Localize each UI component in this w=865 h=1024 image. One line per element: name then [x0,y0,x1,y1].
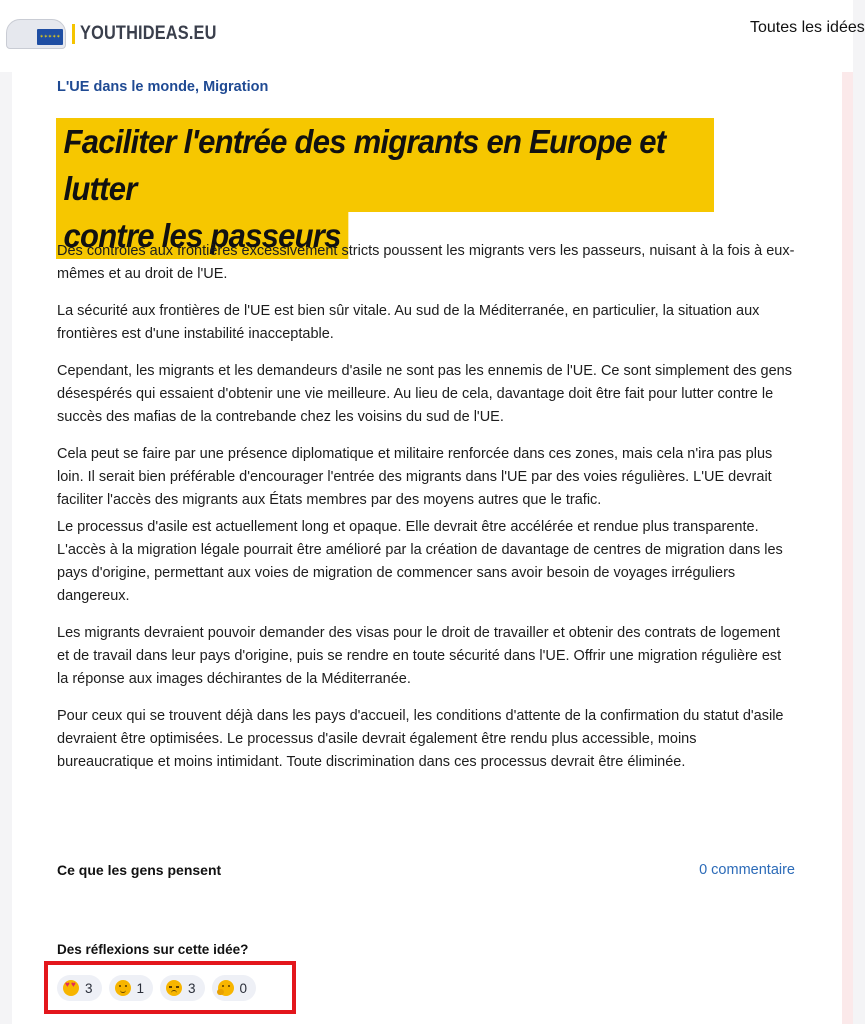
comments-count-link[interactable]: 0 commentaire [699,862,795,878]
article-title [56,118,756,259]
article-paragraph: Des contrôles aux frontières excessivement stricts poussent les migrants vers les passeurs, nuisant à la fois à eux-mêmes et au droit de l'UE. [57,243,795,282]
article-body [57,240,795,788]
disappointed-face-emoji-icon [166,980,182,996]
reaction-count: 3 [188,980,196,996]
heart-eyes-emoji-icon [63,980,79,996]
reaction-sad-button[interactable] [160,975,205,1001]
european-parliament-logo-icon [6,19,66,49]
article-paragraph: Cela peut se faire par une présence diplomatique et militaire renforcée dans ces zones, mais cela n'ira pas plus loin. Il serait bien préférable d'encourager l'entrée des migrants dans l'UE par des voies régulières. L'UE devrait faciliter l'accès des migrants aux États membres par des moyens autres que le trafic. [57,446,773,508]
reaction-count: 3 [85,980,93,996]
opinion-section [57,862,795,886]
article-paragraph: Le processus d'asile est actuellement long et opaque. Elle devrait être accélérée et rendue plus transparente. L'accès à la migration légale pourrait être amélioré par la création de davantage de centres de migration dans les pays d'origine, permettant aux voies de migration de commencer sans avoir besoin de voyages irréguliers dangereux. [57,519,783,604]
logo-divider [72,24,75,44]
reaction-count: 0 [239,980,248,996]
top-navigation-bar [0,0,865,72]
reactions-row [57,975,256,1001]
logo-text: YOUTHIDEAS.EU [80,23,217,44]
page-edge [842,72,853,1024]
article-paragraph: Les migrants devraient pouvoir demander des visas pour le droit de travailler et obtenir des contrats de logement et de travail dans leur pays d'origine, puis se rendre en toute sécurité dans l'UE. Offrir une migration régulière est la réponse aux images déchirantes de la Méditerranée. [57,625,782,687]
category-link-migration[interactable]: Migration [203,79,269,95]
reaction-love-button[interactable] [57,975,102,1001]
reaction-smile-button[interactable] [109,975,154,1001]
article-paragraph: La sécurité aux frontières de l'UE est bien sûr vitale. Au sud de la Méditerranée, en particulier, la situation aux frontières est d'une instabilité inacceptable. [57,303,760,342]
category-separator: , [195,79,204,95]
article-title-line-2: contre les passeurs [56,212,348,259]
smiling-face-emoji-icon [115,980,131,996]
nav-all-ideas-link[interactable]: Toutes les idées [750,19,865,36]
thinking-face-emoji-icon [218,980,234,996]
reaction-count: 1 [136,980,145,996]
category-link-eu-world[interactable]: L'UE dans le monde [57,79,195,95]
opinion-heading: Ce que les gens pensent [57,862,222,878]
reaction-thinking-button[interactable] [212,975,257,1001]
article-paragraph: Pour ceux qui se trouvent déjà dans les pays d'accueil, les conditions d'attente de la confirmation du statut d'asile devraient être optimisées. Le processus d'asile devrait également être rendu plus accessible, moins bureaucratique et moins intimidant. Toute discrimination dans ces processus devrait être éliminée. [57,708,784,770]
article-title-line-1: Faciliter l'entrée des migrants en Europe et lutter [56,118,714,212]
article-categories [57,79,268,95]
article-card [12,72,842,1024]
reactions-heading: Des réflexions sur cette idée? [57,942,249,957]
site-logo[interactable] [6,18,239,50]
eu-flag-icon: ✶✶✶✶✶ [37,29,63,45]
article-paragraph: Cependant, les migrants et les demandeurs d'asile ne sont pas les ennemis de l'UE. Ce sont simplement des gens désespérés qui essaient d'obtenir une vie meilleure. Au lieu de cela, davantage doit être fait pour lutter contre le succès des mafias de la contrebande chez les voisins du sud de l'UE. [57,363,792,425]
